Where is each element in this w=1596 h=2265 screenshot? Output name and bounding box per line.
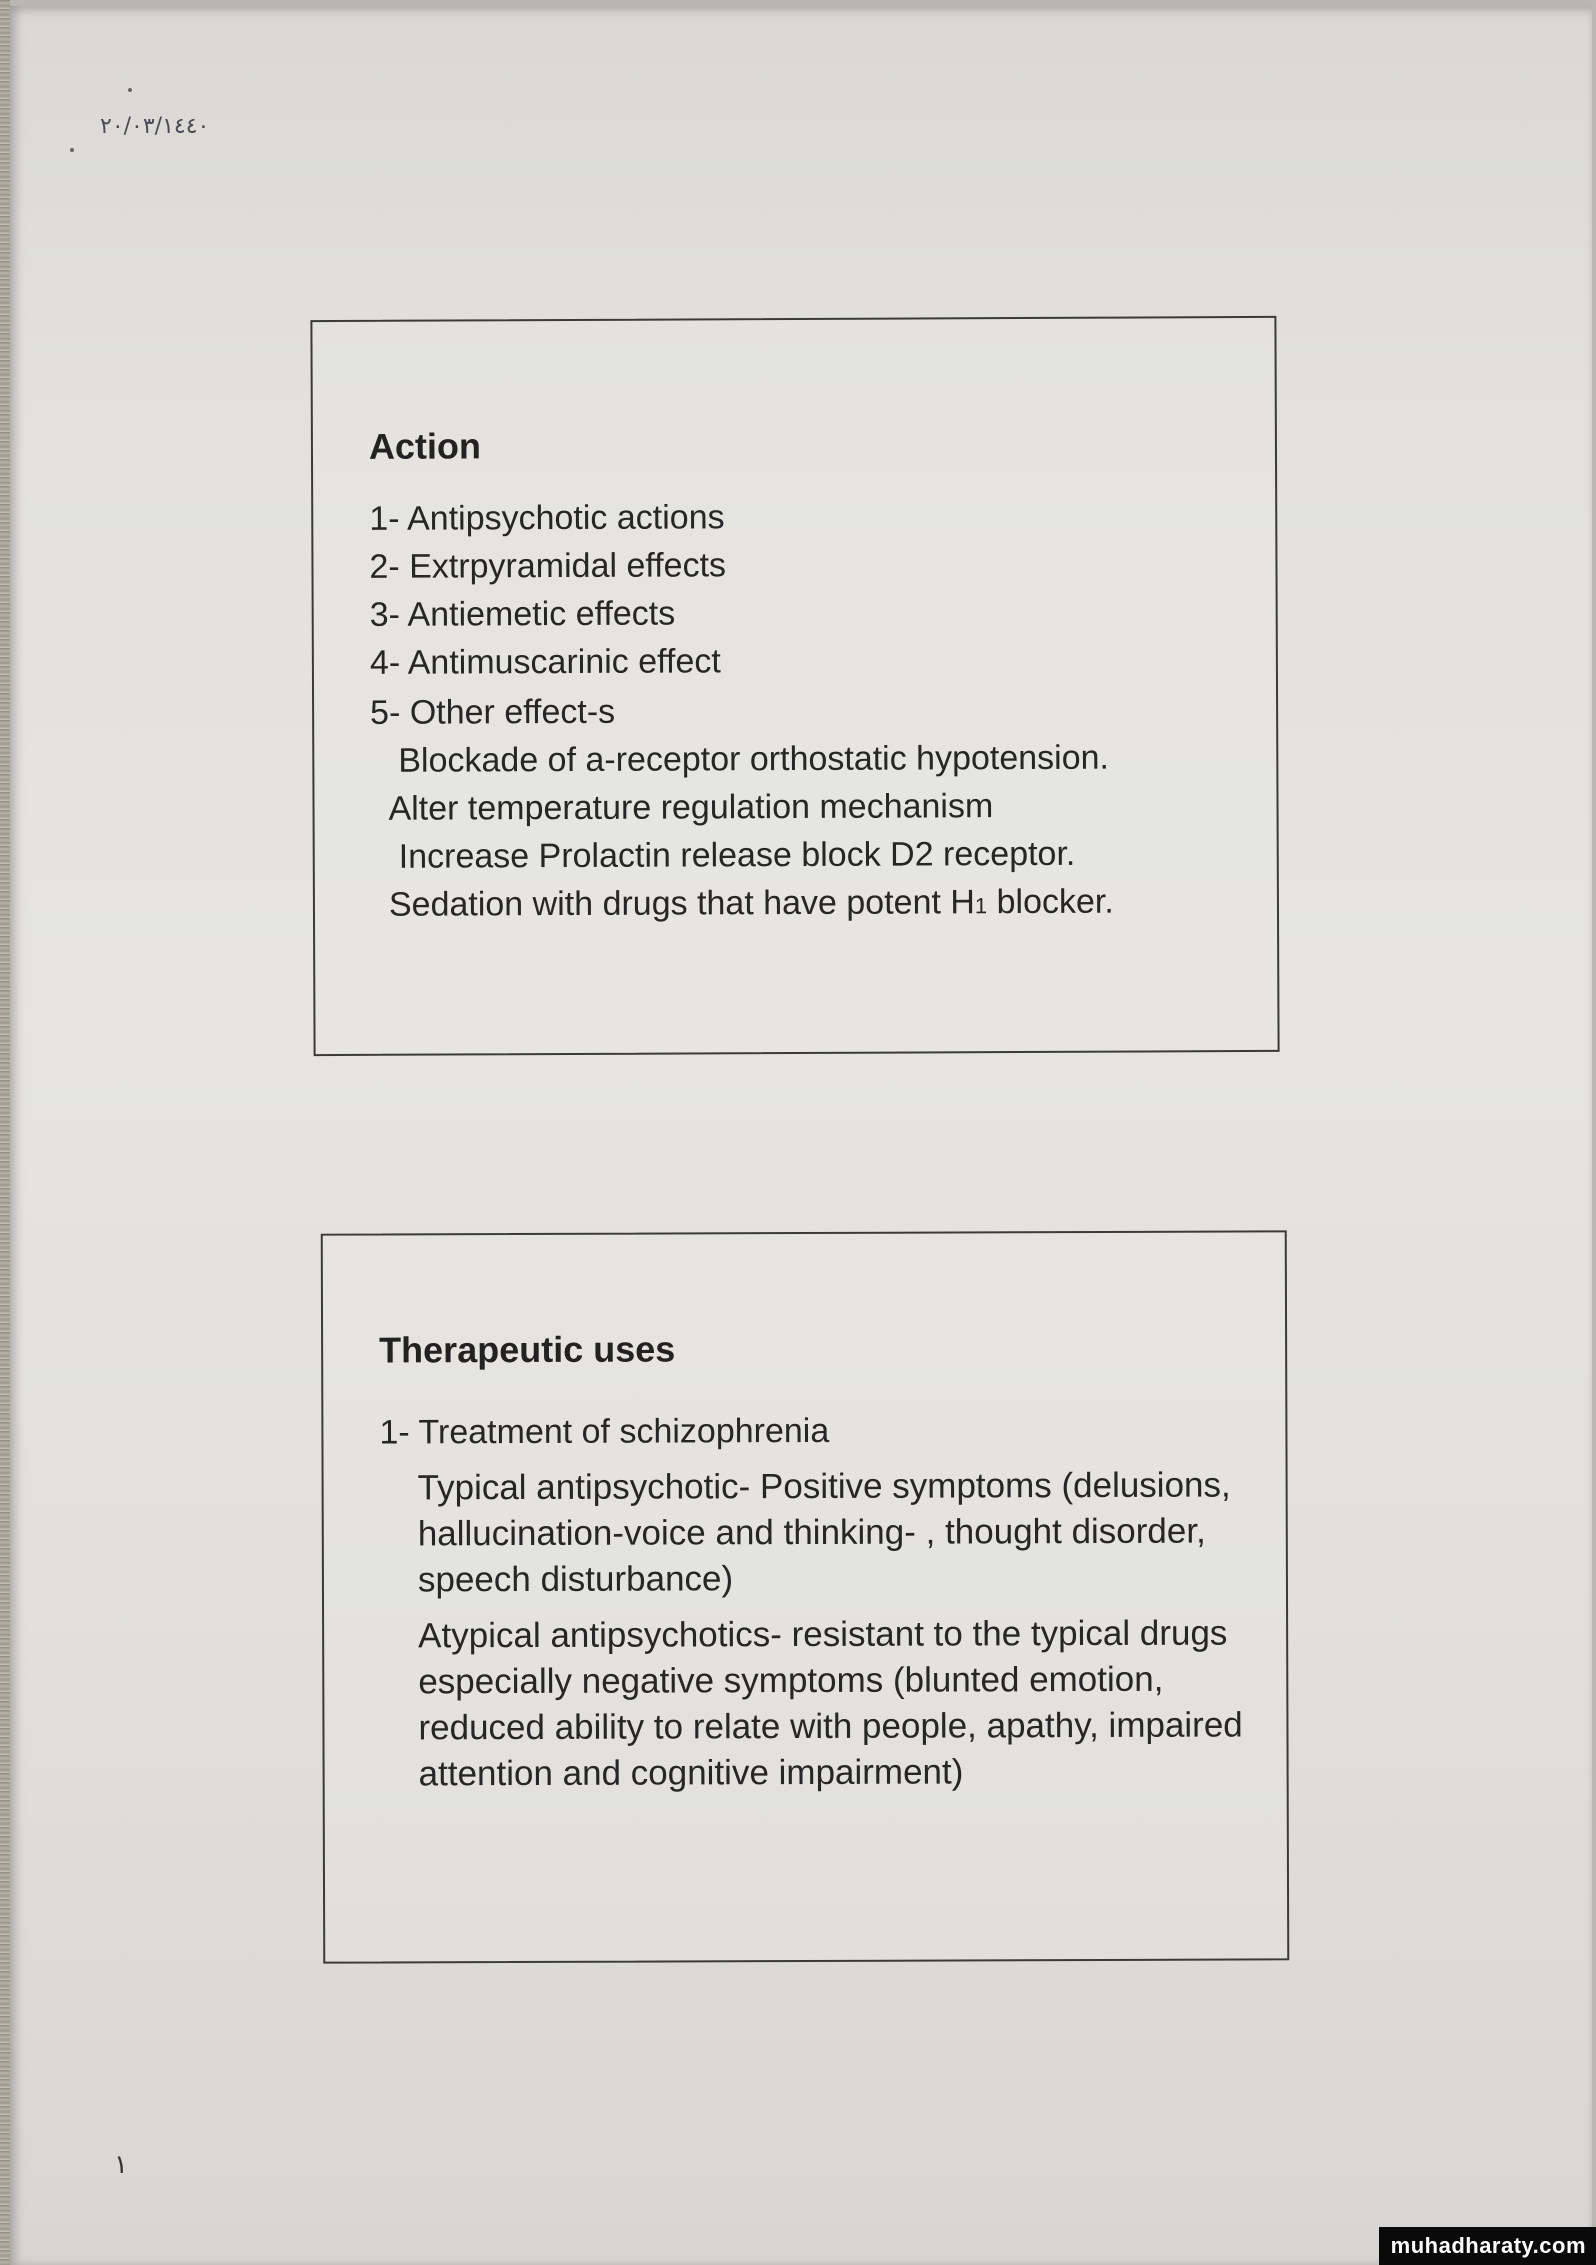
list-item: Increase Prolactin release block D2 receptor. xyxy=(398,834,1076,876)
list-item: Blockade of a-receptor orthostatic hypotension. xyxy=(398,738,1110,780)
list-item: 1- Antipsychotic actions xyxy=(369,498,725,538)
list-item: 3- Antiemetic effects xyxy=(369,594,676,634)
list-item: 2- Extrpyramidal effects xyxy=(369,546,727,586)
action-list xyxy=(312,318,1274,924)
page-number: ١ xyxy=(114,2150,128,2180)
page-edge xyxy=(0,0,10,2265)
sedation-text: Sedation with drugs that have potent H xyxy=(388,883,975,924)
slide-title: Therapeutic uses xyxy=(379,1328,676,1371)
list-item: 1- Treatment of schizophrenia xyxy=(379,1411,830,1452)
scanned-page xyxy=(10,6,1592,2265)
sedation-tail: blocker. xyxy=(987,882,1114,922)
date-stamp: ٢٠/٠٣/١٤٤٠ xyxy=(100,114,210,139)
watermark: muhadharaty.com xyxy=(1379,2227,1596,2265)
list-item-sedation xyxy=(389,883,1114,925)
list-item: Alter temperature regulation mechanism xyxy=(388,787,994,828)
stamp-mark xyxy=(70,148,74,152)
paragraph-typical: Typical antipsychotic- Positive symptoms (delusions, hallucination-voice and thinking- , thought disorder, speech disturbance) xyxy=(417,1465,1231,1600)
slide-title: Action xyxy=(368,425,482,467)
subscript: 1 xyxy=(974,893,988,919)
list-item: 5- Other effect-s xyxy=(370,692,616,732)
paragraph-atypical: Atypical antipsychotics- resistant to the typical drugs especially negative symptoms (blunted emotion, reduced ability to relate with people, apathy, impaired attention and cognitive impairment) xyxy=(418,1613,1243,1794)
therapeutic-uses-slide xyxy=(321,1230,1290,1963)
action-slide xyxy=(310,316,1279,1056)
stamp-mark xyxy=(128,88,132,92)
list-item: 4- Antimuscarinic effect xyxy=(369,642,721,682)
